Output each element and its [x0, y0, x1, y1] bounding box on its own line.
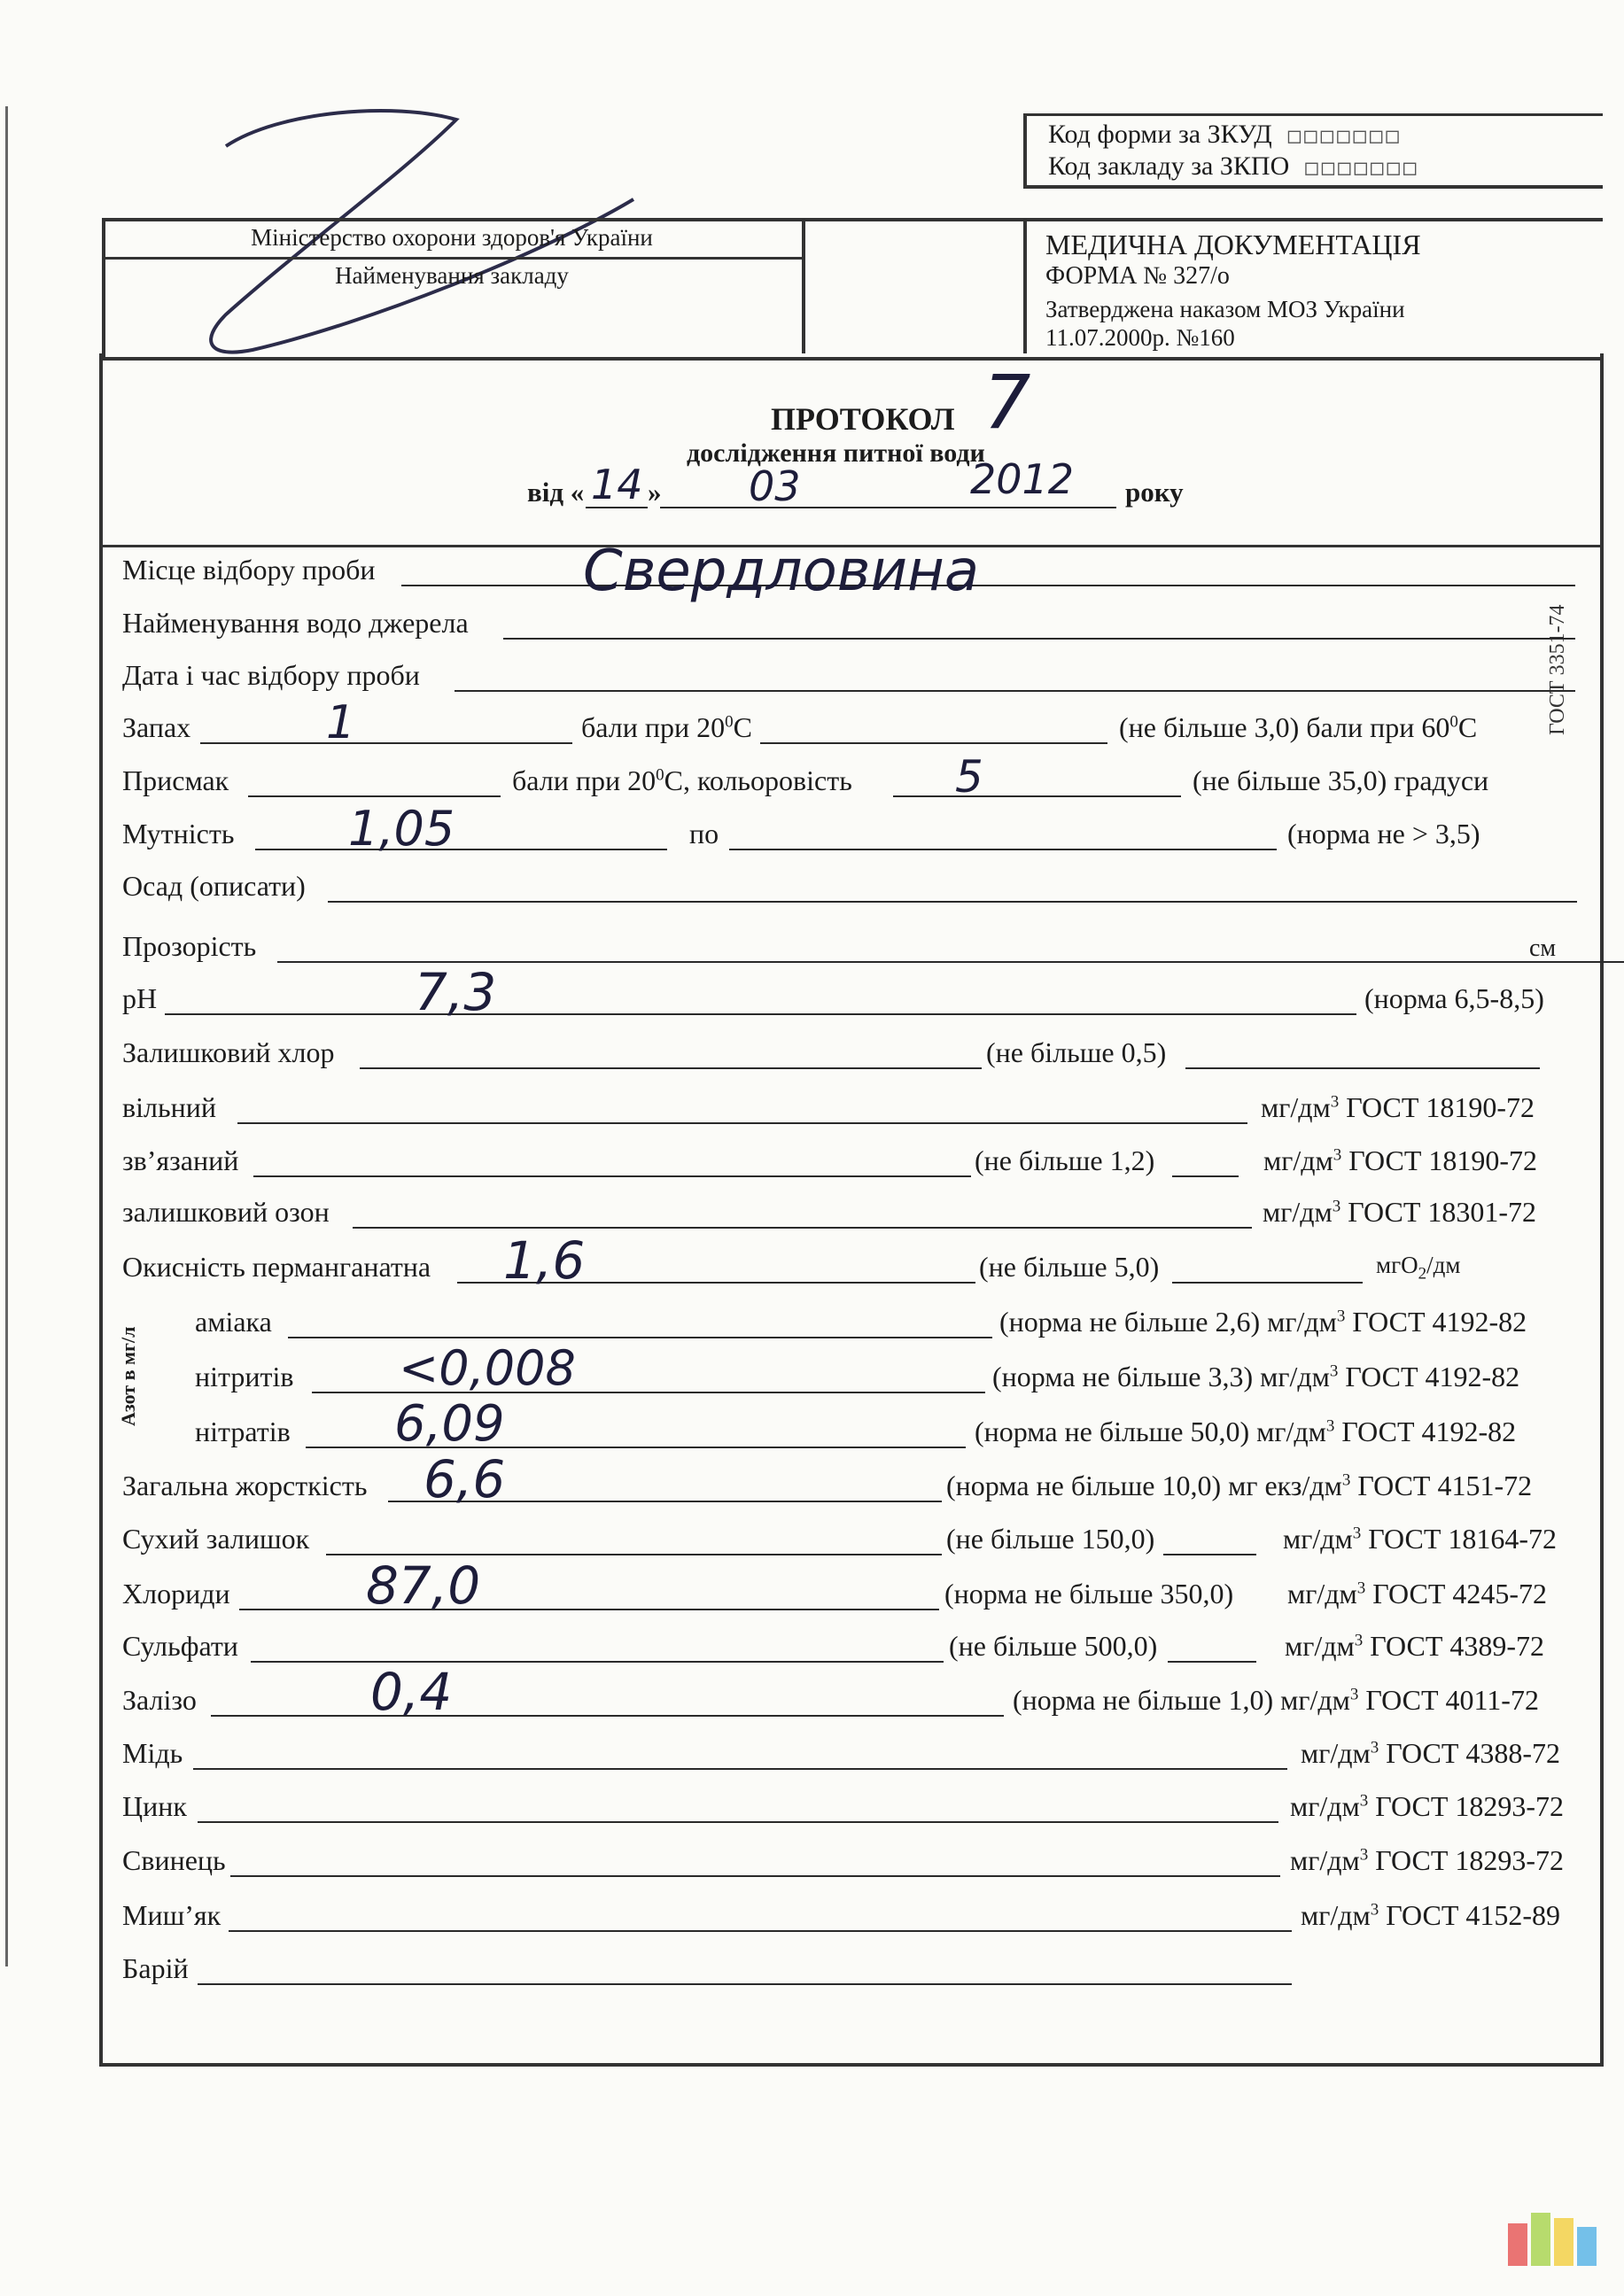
row-smell: [122, 696, 1584, 749]
barium-line: [198, 1983, 1292, 1985]
copper-line: [193, 1768, 1287, 1770]
zkud-label: Код форми за ЗКУД: [1048, 120, 1272, 149]
row-datetime: [122, 653, 1584, 697]
residue-label: Сухий залишок: [122, 1523, 310, 1555]
datetime-line: [455, 690, 1575, 692]
date-month: 03: [749, 462, 801, 510]
protocol-number: 7: [983, 359, 1031, 446]
smell-label: Запах: [122, 711, 191, 743]
doc-title: МЕДИЧНА ДОКУМЕНТАЦІЯ: [1045, 229, 1421, 260]
lead-line: [230, 1875, 1280, 1877]
approved-text: Затверджена наказом МОЗ України: [1045, 296, 1405, 322]
turbidity-norm: (норма не > 3,5): [1287, 818, 1480, 849]
bound-line-2: [1172, 1175, 1239, 1177]
nitrate-value: 6,09: [394, 1395, 505, 1453]
header-divider: [102, 257, 802, 260]
bound-unit: $мг/дм^3$ ГОСТ 18190-72: [1263, 1144, 1538, 1176]
sulfate-line-2: [1168, 1661, 1256, 1663]
arsenic-unit: $мг/дм^3$ ГОСТ 4152-89: [1301, 1899, 1561, 1931]
ministry-name: Міністерство охорони здоров'я України: [251, 224, 653, 251]
row-nitrate: [195, 1395, 1624, 1454]
row-iron: [122, 1662, 1584, 1722]
hardness-label: Загальна жорсткість: [122, 1470, 368, 1501]
oxid-line-2: [1172, 1282, 1363, 1284]
chlorine-label: Залишковий хлор: [122, 1036, 335, 1068]
iron-line: [211, 1715, 1004, 1717]
protocol-subtitle: дослідження питної води: [687, 438, 985, 468]
nitrate-label: нітратів: [195, 1416, 291, 1447]
institution-label: Найменування закладу: [335, 262, 569, 289]
nitrite-label: нітритів: [195, 1361, 294, 1392]
chlorine-line: [360, 1067, 982, 1069]
chloride-line: [239, 1609, 939, 1610]
chlorine-line-2: [1185, 1067, 1540, 1069]
ph-norm: (норма 6,5-8,5): [1364, 982, 1544, 1014]
turbidity-mid: по: [689, 818, 719, 849]
row-oxid: [122, 1230, 1584, 1291]
zinc-unit: $мг/дм^3$ ГОСТ 18293-72: [1290, 1790, 1565, 1822]
oxid-norm: (не більше 5,0): [979, 1251, 1160, 1283]
iron-label: Залізо: [122, 1684, 197, 1716]
oxid-unit: мгО$_2$/дм: [1376, 1251, 1461, 1283]
source-label: Найменування водо джерела: [122, 607, 469, 639]
row-sulfate: [122, 1624, 1584, 1668]
side-gost-note: ГОСТ 3351-74: [1546, 604, 1569, 735]
sulfate-label: Сульфати: [122, 1630, 238, 1662]
nitrate-norm: (норма не більше 50,0) $мг/дм^3$ ГОСТ 4192-82: [975, 1416, 1517, 1447]
chloride-norm: (норма не більше 350,0): [944, 1578, 1234, 1610]
row-ph: [122, 962, 1584, 1022]
date-prefix: від «: [527, 477, 585, 508]
sediment-line: [328, 901, 1577, 903]
chloride-label: Хлориди: [122, 1578, 230, 1610]
azot-label: Азот в мг/л: [117, 1326, 139, 1426]
zinc-label: Цинк: [122, 1790, 187, 1822]
row-bound: [122, 1138, 1584, 1183]
row-sediment: [122, 864, 1584, 908]
nitrite-norm: (норма не більше 3,3) $мг/дм^3$ ГОСТ 4192-82: [992, 1361, 1520, 1392]
header-divider: [802, 218, 805, 353]
oxid-value: 1,6: [503, 1230, 586, 1291]
residue-line-2: [1163, 1554, 1256, 1555]
iron-norm: (норма не більше 1,0) $мг/дм^3$ ГОСТ 4011-72: [1013, 1684, 1539, 1716]
lead-unit: $мг/дм^3$ ГОСТ 18293-72: [1290, 1844, 1565, 1876]
taste-mid: бали при $20^0C$, кольоровість: [512, 764, 852, 796]
ph-line: [165, 1013, 1356, 1015]
scan-edge: [5, 106, 8, 1966]
row-lead: [122, 1838, 1584, 1882]
lead-label: Свинець: [122, 1844, 226, 1876]
protocol-title: ПРОТОКОЛ: [771, 401, 955, 437]
place-label: Місце відбору проби: [122, 554, 376, 586]
ammonia-label: аміака: [195, 1306, 272, 1338]
row-copper: [122, 1731, 1584, 1775]
place-line: [401, 585, 1575, 586]
transparency-label: Прозорість: [122, 930, 257, 962]
place-value: Свердловина: [583, 539, 980, 604]
row-turbidity: [122, 801, 1584, 857]
zkpo-cells: □□□□□□□: [1305, 155, 1420, 180]
copper-unit: $мг/дм^3$ ГОСТ 4388-72: [1301, 1737, 1561, 1769]
residue-unit: $мг/дм^3$ ГОСТ 18164-72: [1283, 1523, 1558, 1555]
row-ozone: [122, 1190, 1584, 1234]
sulfate-unit: $мг/дм^3$ ГОСТ 4389-72: [1285, 1630, 1545, 1662]
ozone-label: залишковий озон: [122, 1196, 330, 1228]
row-residue: [122, 1516, 1584, 1561]
row-source: [122, 601, 1584, 645]
date-month-line: [660, 507, 961, 508]
chlorine-norm: (не більше 0,5): [986, 1036, 1167, 1068]
copper-label: Мідь: [122, 1737, 183, 1769]
bound-norm: (не більше 1,2): [975, 1144, 1155, 1176]
hardness-value: 6,6: [423, 1449, 506, 1509]
row-nitrite: [195, 1340, 1624, 1399]
arsenic-line: [229, 1930, 1292, 1932]
row-zinc: [122, 1784, 1584, 1828]
sulfate-norm: (не більше 500,0): [949, 1630, 1158, 1662]
ammonia-norm: (норма не більше 2,6) $мг/дм^3$ ГОСТ 4192-82: [999, 1306, 1527, 1338]
date-suffix: року: [1125, 477, 1184, 508]
ozone-unit: $мг/дм^3$ ГОСТ 18301-72: [1263, 1196, 1537, 1228]
iron-value: 0,4: [370, 1662, 453, 1722]
turbidity-value: 1,05: [348, 801, 455, 857]
form-number: ФОРМА № 327/о: [1045, 262, 1230, 290]
nitrite-value: <0,008: [399, 1340, 576, 1396]
smell-line: [200, 742, 572, 744]
color-value: 5: [955, 751, 983, 803]
ozone-line: [353, 1227, 1252, 1229]
taste-label: Присмак: [122, 764, 229, 796]
turbidity-line: [255, 849, 667, 850]
zinc-line: [198, 1821, 1278, 1823]
transparency-unit: см: [1529, 935, 1557, 962]
chloride-value: 87,0: [366, 1555, 481, 1616]
free-label: вільний: [122, 1091, 216, 1123]
date-day: 14: [591, 461, 643, 508]
date-mid: »: [648, 477, 662, 508]
zkud-cells: □□□□□□□: [1287, 123, 1403, 148]
arsenic-label: Миш’як: [122, 1899, 221, 1931]
color-norm: (не більше 35,0) градуси: [1193, 764, 1489, 796]
bound-label: зв’язаний: [122, 1144, 239, 1176]
bound-line: [253, 1175, 971, 1177]
color-line: [893, 795, 1181, 797]
turbidity-line-2: [729, 849, 1277, 850]
row-place: [122, 539, 1584, 604]
row-ammonia: [195, 1299, 1624, 1344]
smell-value: 1: [326, 696, 356, 749]
free-line: [237, 1122, 1247, 1124]
barium-label: Барій: [122, 1952, 189, 1984]
free-unit: $мг/дм^3$ ГОСТ 18190-72: [1261, 1091, 1535, 1123]
protocol-date: [527, 455, 1201, 514]
oxid-label: Окисність перманганатна: [122, 1251, 431, 1283]
chloride-unit: $мг/дм^3$ ГОСТ 4245-72: [1287, 1578, 1548, 1610]
form-code-box: [1023, 113, 1603, 189]
row-hardness: [122, 1449, 1584, 1509]
sediment-label: Осад (описати): [122, 870, 306, 902]
date-year: 2012: [970, 455, 1075, 503]
row-free: [122, 1085, 1584, 1129]
row-transparency: [122, 924, 1584, 968]
ph-label: pH: [122, 982, 158, 1014]
smell-mid: бали при $20^0C$: [581, 711, 752, 743]
row-taste: [122, 751, 1584, 803]
smell-line-2: [760, 742, 1107, 744]
approved-date: 11.07.2000р. №160: [1045, 324, 1235, 351]
ammonia-line: [288, 1337, 992, 1338]
row-barium: [122, 1946, 1584, 1990]
sulfate-line: [251, 1661, 944, 1663]
ph-value: 7,3: [415, 962, 497, 1022]
row-chloride: [122, 1555, 1584, 1616]
date-year-line: [961, 507, 1116, 508]
row-arsenic: [122, 1893, 1584, 1937]
turbidity-label: Мутність: [122, 818, 235, 849]
taste-line: [248, 795, 501, 797]
header-divider: [1023, 218, 1027, 353]
datetime-label: Дата і час відбору проби: [122, 659, 420, 691]
zkpo-label: Код закладу за ЗКПО: [1048, 151, 1290, 181]
source-line: [503, 638, 1575, 640]
smell-norm: (не більше 3,0) бали при $60^0C$: [1119, 711, 1478, 743]
row-chlorine: [122, 1030, 1584, 1074]
watermark-logo: [1506, 2206, 1604, 2268]
residue-norm: (не більше 150,0): [946, 1523, 1155, 1555]
hardness-norm: (норма не більше 10,0) мг екз/$дм^3$ ГОСТ 4151-72: [946, 1470, 1533, 1501]
